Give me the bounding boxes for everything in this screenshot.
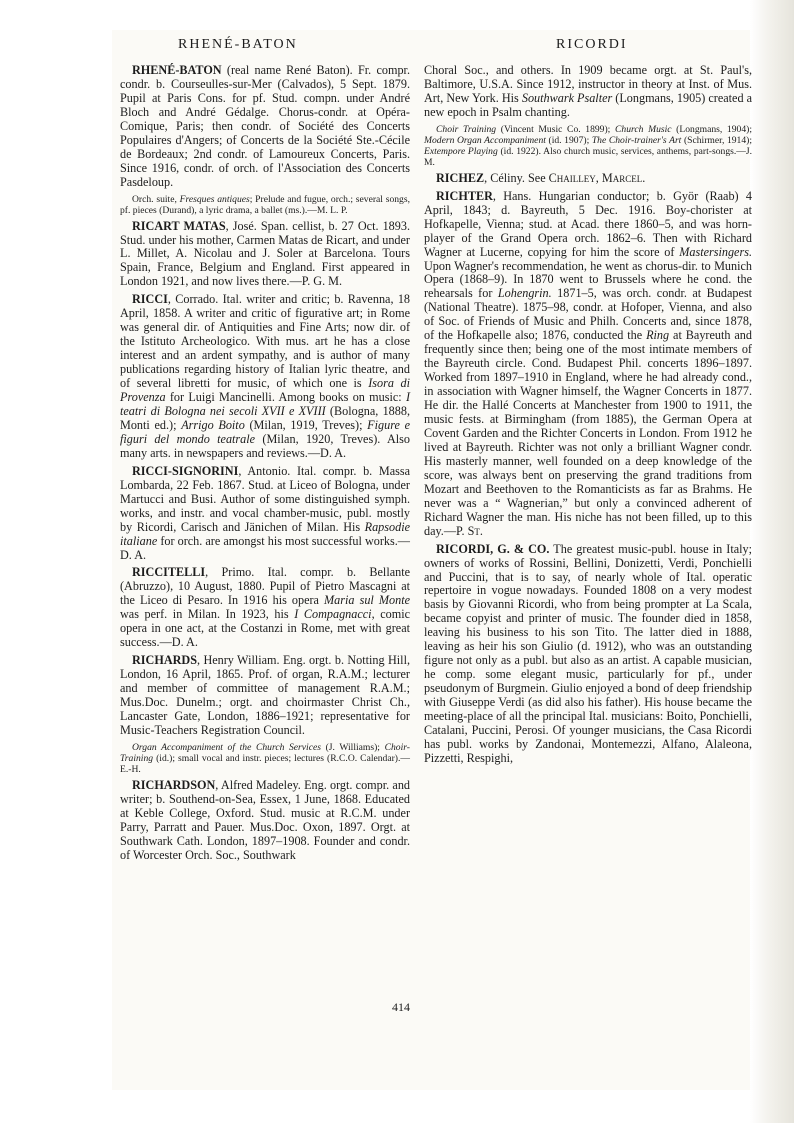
headword: RICHEZ bbox=[436, 170, 485, 185]
entry-text: 1871–5, was orch. condr. at Budapest (National Theatre). 1875–98, condr. at Hofoper, Vienna, and also of Soc. of Friends of Music and Philh. Concerts and, since 1878, of the Hofkapelle also; 1876, conducted the bbox=[424, 286, 752, 343]
works-text: (Longmans, 1904); bbox=[671, 123, 752, 135]
works-list bbox=[120, 742, 410, 775]
work-title: Fresques antiques bbox=[179, 193, 250, 205]
entry-richardson-continued bbox=[424, 64, 752, 120]
entry-text: (Longmans, 1905) created a new epoch in Psalm chanting. bbox=[424, 90, 752, 119]
entry-richardson bbox=[120, 779, 410, 863]
entry-text: for Luigi Mancinelli. Among books on music: bbox=[165, 390, 406, 405]
works-list bbox=[424, 124, 752, 168]
work-title: I Compagnacci bbox=[294, 607, 372, 622]
entry-text: Choral Soc., and others. In 1909 became orgt. at St. Paul's, Baltimore, U.S.A. Since 1912, instructor in theory at Inst. of Mus. Art, New York. His bbox=[424, 63, 752, 105]
entry-text: (Milan, 1919, Treves); bbox=[244, 417, 368, 432]
first-name: , Alfred Madeley. bbox=[215, 777, 301, 792]
headword: RICCI-SIGNORINI bbox=[132, 463, 239, 478]
work-title: Lohengrin. bbox=[497, 286, 552, 301]
entry-text: Ital. compr. b. Massa Lombarda, 22 Feb. 1867. Stud. at Liceo of Bologna, under Martucci and Busi. Author of some distinguished symph. works, and instr. and vocal chamber-music, publ. mostly by Ricordi, Carisch and Jänichen of Milan. His bbox=[120, 463, 410, 534]
work-title: I teatri di Bologna nei secoli XVII e XVIII bbox=[120, 390, 410, 418]
works-text: (id. 1907); bbox=[545, 134, 592, 146]
work-title: Choir Training bbox=[436, 123, 497, 135]
headword: RICCITELLI bbox=[132, 565, 206, 580]
entry-text: was perf. in Milan. In 1923, his bbox=[120, 607, 295, 622]
work-title: Ring bbox=[646, 328, 670, 343]
work-title: Modern Organ Accompaniment bbox=[424, 134, 546, 146]
entry-text: , comic opera in one act, at the Costanzi in Rome, met with great success.— bbox=[120, 607, 410, 650]
first-name: , Primo. bbox=[205, 565, 255, 580]
first-name: , José. bbox=[225, 218, 257, 233]
work-title: Choir-Training bbox=[120, 741, 410, 764]
signature: J. M. bbox=[424, 145, 752, 168]
entry-text: Hungarian conductor; b. Györ (Raab) 4 April, 1843; d. Bayreuth, 5 Dec. 1916. Boy-chorister at Hofkapelle, Vienna; stud. at Acad. there 1860–5, and was horn-player of the Grand Opera orch. 1862–6. Then with Richard Wagner at Lucerne, copying for him the score of bbox=[424, 188, 752, 259]
works-text: (id.); small vocal and instr. pieces; lectures (R.C.O. Calendar).— bbox=[153, 752, 410, 764]
signature: D. A. bbox=[320, 445, 347, 460]
left-column bbox=[120, 64, 410, 867]
first-name: , Corrado. bbox=[167, 292, 219, 307]
entry-text: Ital. writer and critic; b. Ravenna, 18 April, 1858. A writer and critic of figurative art; in Rome was general dir. of Antiquities and Fine Arts; now dir. of the Istituto Archeologico. With mus. art he has a close interest and an ardent sympathy, and is author of many publications regarding history of Italian lyric theatre, and of several libretti for music, of which one is bbox=[120, 292, 411, 391]
headword: RICHTER bbox=[436, 188, 493, 203]
first-name: , Céliny. bbox=[484, 170, 525, 185]
first-name: , Antonio. bbox=[238, 463, 291, 478]
work-title: Figure e figuri del mondo teatrale bbox=[120, 417, 410, 446]
entry-text: (Milan, 1920, Treves). Also many arts. in newspapers and reviews.— bbox=[120, 431, 410, 460]
entry-text: (Bologna, 1888, Monti ed.); bbox=[120, 403, 411, 432]
headword: RHENÉ-BATON bbox=[132, 63, 222, 77]
entry-text: for orch. are amongst his most successful works.— bbox=[157, 533, 410, 548]
entry-richter bbox=[424, 190, 752, 539]
signature: P. St. bbox=[456, 523, 483, 538]
works-text: (J. Williams); bbox=[320, 741, 385, 753]
headword: RICART MATAS bbox=[132, 218, 226, 233]
work-title: Arrigo Boito bbox=[181, 417, 245, 432]
page-number: 414 bbox=[392, 1000, 410, 1014]
entry-rhene-baton bbox=[120, 64, 410, 190]
work-title: Rapsodie italiane bbox=[120, 519, 410, 548]
work-title: The Choir-trainer's Art bbox=[591, 134, 682, 146]
entry-ricart-matas bbox=[120, 220, 410, 290]
works-text: Orch. suite, bbox=[132, 193, 180, 205]
running-head-left: RHENÉ-BATON bbox=[178, 37, 298, 52]
first-name: , Hans. bbox=[492, 188, 532, 203]
work-title: Southwark Psalter bbox=[521, 90, 613, 105]
headword: RICHARDSON bbox=[132, 777, 216, 792]
signature: P. G. M. bbox=[301, 274, 343, 289]
entry-text: Eng. orgt. b. Notting Hill, London, 16 April, 1865. Prof. of organ, R.A.M.; lecturer and member of committee of management R.A.M.; Mus.Doc. Dunelm.; orgt. and choirmaster Christ Ch., Lancaster Gate, London, 1886–1921; representative for Music-Teachers Registration Council. bbox=[120, 653, 410, 737]
headword: RICHARDS bbox=[132, 653, 198, 668]
work-title: Mastersingers. bbox=[679, 244, 752, 259]
headword: RICORDI, G. & CO. bbox=[436, 541, 550, 556]
entry-text: (real name René Baton). Fr. compr. condr. b. Courseulles-sur-Mer (Calvados), 5 Sept. 1879. Pupil at Paris Cons. for pf. Stud. compn. under André Bloch and André Gédalge. Chorus-condr. at Opéra-Comique, Paris; then condr. of Société des Concerts Populaires d'Angers; of Concerts de la Société Ste.-Cécile de Bordeaux; 2nd condr. of Lamoureux Concerts, Paris. Since 1916, condr. of orch. of l'Association des Concerts Pasdeloup. bbox=[120, 63, 410, 189]
entry-text: at Bayreuth and frequently since then; being one of the most intimate members of the Bayreuth circle. Cond. Budapest Phil. concerts 1896–1897. Worked from 1897–1910 in England, where he had already cond., in association with Wagner himself, the Wagner Concerts in 1877. He dir. the Hallé Concerts at Manchester from 1900 to 1911, the music fests. at Birmingham (from 1885), the German Opera at Covent Garden and the Richter Concerts in London. From 1912 he lived at Bayreuth. Richter was not only a brilliant Wagner condr. His masterly manner, well founded on a deep knowledge of the score, was always bent on preserving the grand traditions from Mozart and Beethoven to the Romanticists as far as Brahms. He never was a “ Wagnerian,” but only a convinced adherent of Richard Wagner the man. His niche has not been filled, up to this day.— bbox=[424, 328, 752, 538]
works-text: (id. 1922). Also church music, services, anthems, part-songs.— bbox=[497, 145, 746, 157]
first-name: , Henry William. bbox=[197, 653, 280, 668]
entry-riccitelli bbox=[120, 566, 410, 650]
entry-text: Ital. compr. b. Bellante (Abruzzo), 10 August, 1880. Pupil of Pietro Mascagni at the Liceo di Pesaro. In 1916 his opera bbox=[120, 565, 410, 608]
entry-richards bbox=[120, 654, 410, 738]
works-list bbox=[120, 194, 410, 216]
entry-text: Span. cellist, b. 27 Oct. 1893. Stud. under his mother, Carmen Matas de Ricart, and under L. Millet, A. Nicolau and J. Soler at Barcelona. Tours Spain, France, Belgium and England. First appeared in London 1921, and now lives there.— bbox=[120, 218, 410, 289]
binding-edge bbox=[750, 0, 794, 1123]
entry-text: See bbox=[524, 170, 549, 185]
signature: D. A. bbox=[120, 547, 147, 562]
signature: D. A. bbox=[171, 635, 198, 650]
works-text: (Vincent Music Co. 1899); bbox=[496, 123, 615, 135]
works-text: (Schirmer, 1914); bbox=[681, 134, 752, 146]
entry-richez bbox=[424, 172, 752, 186]
work-title: Church Music bbox=[615, 123, 672, 135]
right-column bbox=[424, 64, 752, 770]
running-head-right: RICORDI bbox=[556, 37, 628, 52]
work-title: Maria sul Monte bbox=[324, 593, 410, 608]
headword: RICCI bbox=[132, 292, 168, 307]
work-title: Isora di Provenza bbox=[120, 376, 411, 405]
entry-ricordi bbox=[424, 543, 752, 766]
entry-text: Upon Wagner's recommendation, he went as chorus-dir. to Munich Opera (1868–9). In 1870 went to Brussels where he cond. the rehearsals for bbox=[424, 258, 752, 301]
signature: M. L. P. bbox=[316, 204, 348, 216]
entry-text: The greatest music-publ. house in Italy; owners of works of Rossini, Bellini, Donizetti, Verdi, Ponchielli and Puccini, that is to say, of nearly whole of Ital. operatic repertoire in vogue nowadays. Founded 1808 on a very modest basis by Giovanni Ricordi, who from being prompter at La Scala, became copyist and printer of music. The founder died in 1858, leaving his business to his son Tito. The latter died in 1888, leaving as heir his son Giulio (d. 1912), who was an outstanding figure not only as a publ. but also as an artist. A capable musician, he comp. some elegant music, particularly for pf., under pseudonym of Burgmein. Giulio enjoyed a bond of deep friendship with Giuseppe Verdi (as did also his father). His house became the meeting-place of all the principal Ital. musicians: Boito, Ponchielli, Catalani, Puccini, Perosi. Of younger musicians, the Casa Ricordi has publ. works by Zandonai, Montemezzi, Alfano, Alaleona, Pizzetti, Respighi, bbox=[424, 541, 752, 765]
signature: E.-H. bbox=[120, 763, 141, 775]
work-title: Organ Accompaniment of the Church Services bbox=[132, 741, 321, 753]
works-text: ; Prelude and fugue, orch.; several songs, pf. pieces (Durand), a lyric drama, a ballet (ms.).— bbox=[120, 193, 410, 216]
entry-text: Eng. orgt. compr. and writer; b. Southend-on-Sea, Essex, 1 June, 1868. Educated at Keble College, Oxford. Stud. music at R.C.M. under Parry, Parratt and Pauer. Mus.Doc. Oxon, 1897. Orgt. at Southwark Cath. London, 1897–1908. Founder and condr. of Worcester Orch. Soc., Southwark bbox=[120, 777, 411, 862]
entry-ricci bbox=[120, 293, 410, 460]
work-title: Extempore Playing bbox=[424, 145, 498, 157]
cross-reference: Chailley, Marcel. bbox=[548, 170, 646, 185]
entry-ricci-signorini bbox=[120, 465, 410, 563]
